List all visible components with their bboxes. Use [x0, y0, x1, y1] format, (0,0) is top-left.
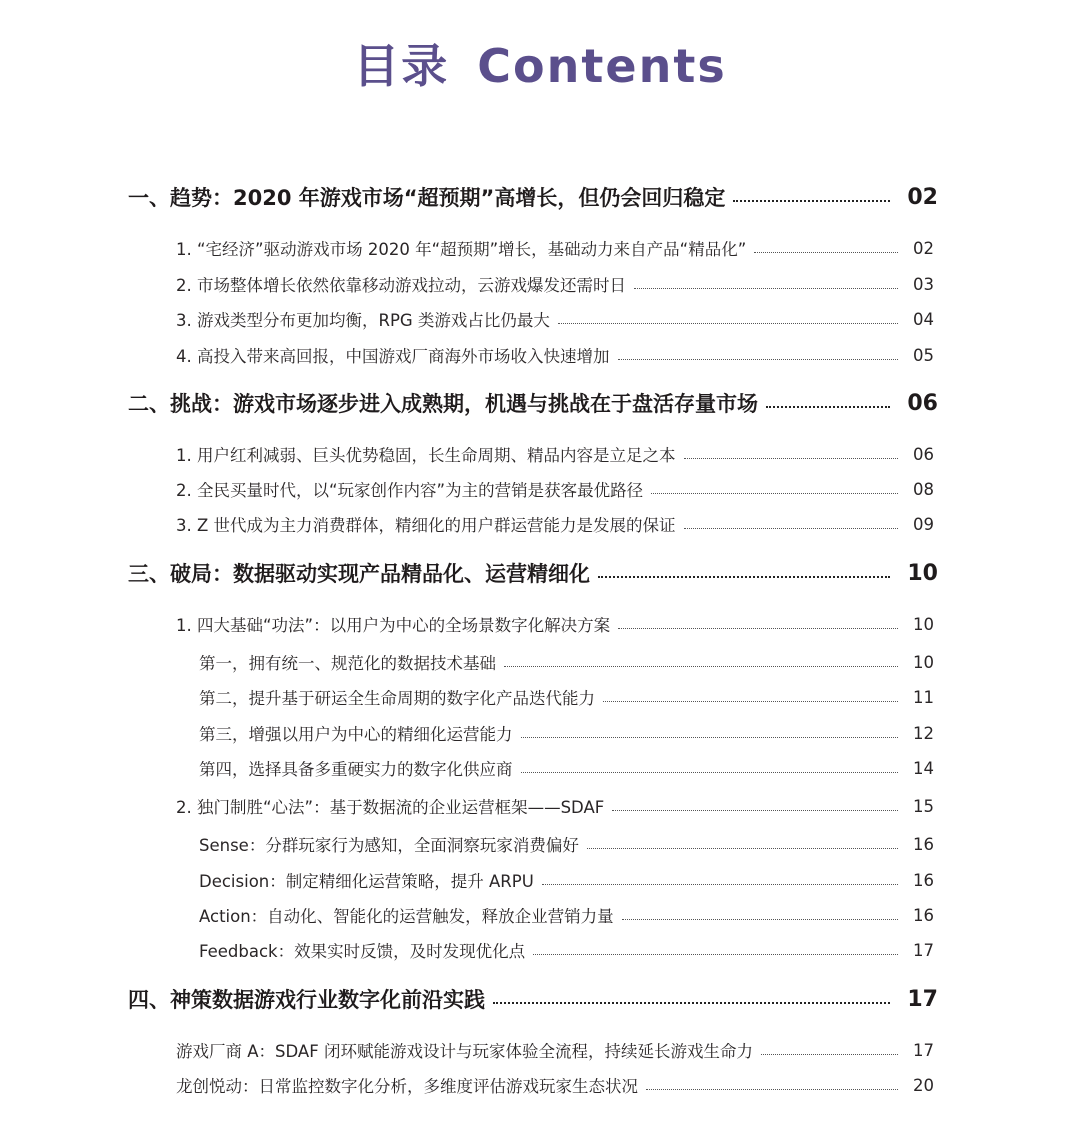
title-english: Contents: [477, 39, 727, 93]
toc-entry-label: 2. 市场整体增长依然依靠移动游戏拉动，云游戏爆发还需时日: [176, 276, 626, 295]
toc-page-number: 16: [913, 870, 934, 890]
toc-subsection-3-1-4[interactable]: [199, 756, 934, 780]
toc-entry-label: 3. Z 世代成为主力消费群体，精细化的用户群运营能力是发展的保证: [176, 516, 676, 535]
toc-entry-label: 第一，拥有统一、规范化的数据技术基础: [199, 654, 496, 673]
page-title: [0, 30, 1080, 96]
dot-leader: [733, 200, 890, 202]
dot-leader: [598, 576, 890, 578]
toc-section-2-3[interactable]: [176, 512, 934, 536]
toc-page-number: 17: [913, 940, 934, 960]
toc-page-number: 06: [907, 390, 938, 416]
toc-section-2-1[interactable]: [176, 442, 934, 466]
toc-section-1-2[interactable]: [176, 272, 934, 296]
toc-page-number: 15: [913, 796, 934, 816]
dot-leader: [542, 884, 898, 885]
dot-leader: [766, 406, 890, 408]
toc-page-number: 04: [913, 309, 934, 329]
toc-page-number: 11: [913, 687, 934, 707]
dot-leader: [612, 810, 898, 811]
toc-page-number: 10: [913, 614, 934, 634]
dot-leader: [587, 848, 898, 849]
toc-section-1-1[interactable]: [176, 236, 934, 260]
toc-subsection-3-2-3[interactable]: [199, 903, 934, 927]
toc-entry-label: Feedback：效果实时反馈，及时发现优化点: [199, 942, 526, 961]
dot-leader: [504, 666, 898, 667]
toc-section-4-1[interactable]: [176, 1038, 934, 1062]
toc-entry-label: 第三，增强以用户为中心的精细化运营能力: [199, 725, 513, 744]
toc-page-number: 02: [907, 184, 938, 210]
dot-leader: [634, 288, 898, 289]
toc-section-3-2[interactable]: [176, 794, 934, 818]
toc-entry-label: 1. “宅经济”驱动游戏市场 2020 年“超预期”增长，基础动力来自产品“精品化”: [176, 240, 747, 259]
toc-entry-label: 四、神策数据游戏行业数字化前沿实践: [128, 988, 485, 1012]
toc-chapter-2[interactable]: [128, 388, 938, 418]
toc-subsection-3-2-2[interactable]: [199, 868, 934, 892]
toc-page-number: 20: [913, 1075, 934, 1095]
toc-entry-label: Action：自动化、智能化的运营触发，释放企业营销力量: [199, 907, 614, 926]
toc-entry-label: 一、趋势：2020 年游戏市场“超预期”高增长，但仍会回归稳定: [128, 186, 726, 210]
toc-page-number: 10: [913, 652, 934, 672]
toc-subsection-3-1-1[interactable]: [199, 650, 934, 674]
toc-page-number: 03: [913, 274, 934, 294]
toc-entry-label: 1. 用户红利减弱、巨头优势稳固，长生命周期、精品内容是立足之本: [176, 446, 676, 465]
toc-entry-label: 第二，提升基于研运全生命周期的数字化产品迭代能力: [199, 689, 595, 708]
toc-entry-label: 游戏厂商 A：SDAF 闭环赋能游戏设计与玩家体验全流程，持续延长游戏生命力: [176, 1042, 753, 1061]
toc-chapter-3[interactable]: [128, 558, 938, 588]
toc-subsection-3-2-1[interactable]: [199, 832, 934, 856]
toc-entry-label: 3. 游戏类型分布更加均衡，RPG 类游戏占比仍最大: [176, 311, 550, 330]
toc-section-1-4[interactable]: [176, 343, 934, 367]
toc-section-2-2[interactable]: [176, 477, 934, 501]
toc-section-1-3[interactable]: [176, 307, 934, 331]
toc-page-number: 09: [913, 514, 934, 534]
dot-leader: [533, 954, 898, 955]
toc-page-number: 16: [913, 834, 934, 854]
dot-leader: [521, 772, 899, 773]
toc-section-3-1[interactable]: [176, 612, 934, 636]
toc-entry-label: Sense：分群玩家行为感知，全面洞察玩家消费偏好: [199, 836, 579, 855]
toc-page-number: 06: [913, 444, 934, 464]
toc-page-number: 10: [907, 560, 938, 586]
toc-page-number: 17: [907, 986, 938, 1012]
dot-leader: [493, 1002, 890, 1004]
dot-leader: [618, 359, 899, 360]
toc-entry-label: 三、破局：数据驱动实现产品精品化、运营精细化: [128, 562, 590, 586]
toc-page-number: 12: [913, 723, 934, 743]
toc-subsection-3-1-2[interactable]: [199, 685, 934, 709]
dot-leader: [761, 1054, 898, 1055]
dot-leader: [622, 919, 898, 920]
dot-leader: [603, 701, 898, 702]
toc-entry-label: 2. 全民买量时代，以“玩家创作内容”为主的营销是获客最优路径: [176, 481, 644, 500]
toc-page-number: 02: [913, 238, 934, 258]
toc-subsection-3-2-4[interactable]: [199, 938, 934, 962]
dot-leader: [521, 737, 899, 738]
toc-entry-label: 2. 独门制胜“心法”：基于数据流的企业运营框架——SDAF: [176, 798, 605, 817]
toc-entry-label: 第四，选择具备多重硬实力的数字化供应商: [199, 760, 513, 779]
toc-chapter-4[interactable]: [128, 984, 938, 1014]
dot-leader: [618, 628, 898, 629]
toc-page-number: 08: [913, 479, 934, 499]
toc-entry-label: Decision：制定精细化运营策略，提升 ARPU: [199, 872, 534, 891]
toc-subsection-3-1-3[interactable]: [199, 721, 934, 745]
toc-page-number: 14: [913, 758, 934, 778]
toc-chapter-1[interactable]: [128, 182, 938, 212]
dot-leader: [646, 1089, 898, 1090]
toc-section-4-2[interactable]: [176, 1073, 934, 1097]
dot-leader: [684, 528, 898, 529]
dot-leader: [558, 323, 898, 324]
toc-entry-label: 4. 高投入带来高回报，中国游戏厂商海外市场收入快速增加: [176, 347, 610, 366]
toc-entry-label: 龙创悦动：日常监控数字化分析，多维度评估游戏玩家生态状况: [176, 1077, 638, 1096]
title-chinese: 目录: [353, 39, 450, 93]
toc-page-number: 17: [913, 1040, 934, 1060]
toc-page-number: 16: [913, 905, 934, 925]
toc-entry-label: 二、挑战：游戏市场逐步进入成熟期，机遇与挑战在于盘活存量市场: [128, 392, 758, 416]
toc-page-number: 05: [913, 345, 934, 365]
dot-leader: [754, 252, 898, 253]
dot-leader: [651, 493, 898, 494]
toc-entry-label: 1. 四大基础“功法”：以用户为中心的全场景数字化解决方案: [176, 616, 611, 635]
dot-leader: [684, 458, 899, 459]
